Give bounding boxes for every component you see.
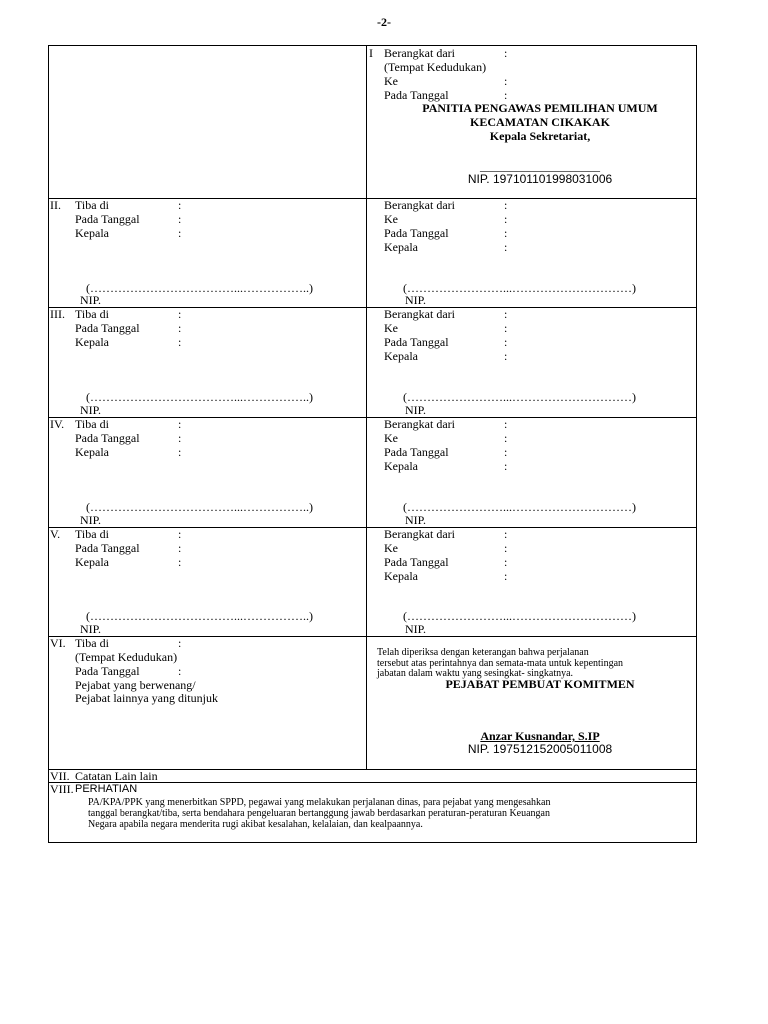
org-line2: KECAMATAN CIKAKAK xyxy=(470,115,610,129)
colon: : xyxy=(504,349,508,363)
row-divider xyxy=(48,307,697,308)
date-label: Pada Tanggal xyxy=(75,431,140,445)
arrive-label: Tiba di xyxy=(75,417,109,431)
domicile-label: (Tempat Kedudukan) xyxy=(75,650,178,664)
depart-from-label: Berangkat dari xyxy=(384,46,455,60)
date-label: Pada Tanggal xyxy=(75,212,140,226)
officer-name: Anzar Kusnandar, S.IP xyxy=(480,729,600,743)
row-divider xyxy=(48,198,697,199)
to-label: Ke xyxy=(384,321,398,335)
row-divider xyxy=(48,527,697,528)
colon: : xyxy=(504,431,508,445)
signature-dots: (……………………...…………………………) xyxy=(403,390,636,404)
signature-dots: (………………………………...……………..) xyxy=(86,390,313,404)
to-label: Ke xyxy=(384,431,398,445)
nip-label: NIP. xyxy=(405,293,427,307)
colon: : xyxy=(504,212,508,226)
colon: : xyxy=(504,88,508,102)
date-label: Pada Tanggal xyxy=(75,541,140,555)
colon: : xyxy=(504,417,508,431)
signature-dots: (………………………………...……………..) xyxy=(86,609,313,623)
section-roman: IV. xyxy=(50,417,65,431)
colon: : xyxy=(504,445,508,459)
head-label: Kepala xyxy=(384,569,418,583)
attention-text: tanggal berangkat/tiba, serta bendahara pengeluaran bertanggung jawab berdasarkan peraturan-peraturan Keuangan xyxy=(88,808,550,819)
colon: : xyxy=(178,417,182,431)
colon: : xyxy=(504,335,508,349)
signature-line: ____________________ xyxy=(480,159,600,173)
signature-dots: (……………………...…………………………) xyxy=(403,281,636,295)
attention-text: PA/KPA/PPK yang menerbitkan SPPD, pegawai yang melakukan perjalanan dinas, para pejabat yang mengesahkan xyxy=(88,797,551,808)
colon: : xyxy=(178,198,182,212)
position-title: Kepala Sekretariat, xyxy=(489,129,591,143)
section-roman: VI. xyxy=(50,636,66,650)
colon: : xyxy=(178,226,182,240)
attention-label: PERHATIAN xyxy=(75,783,138,795)
arrive-label: Tiba di xyxy=(75,307,109,321)
nip-label: NIP. xyxy=(405,513,427,527)
to-label: Ke xyxy=(384,74,398,88)
official-label: Pejabat yang berwenang/ xyxy=(75,678,196,692)
column-divider xyxy=(366,45,367,769)
colon: : xyxy=(504,226,508,240)
colon: : xyxy=(504,555,508,569)
nip-label: NIP. xyxy=(405,403,427,417)
colon: : xyxy=(178,527,182,541)
colon: : xyxy=(504,321,508,335)
other-official-label: Pejabat lainnya yang ditunjuk xyxy=(75,691,218,705)
colon: : xyxy=(178,307,182,321)
colon: : xyxy=(178,664,182,678)
section-roman: III. xyxy=(50,307,65,321)
nip-label: NIP. xyxy=(80,403,102,417)
arrive-label: Tiba di xyxy=(75,198,109,212)
verification-note: Telah diperiksa dengan keterangan bahwa perjalanan xyxy=(377,647,589,658)
nip-value: NIP. 197101101998031006 xyxy=(467,172,613,186)
section-roman: VII. xyxy=(50,769,70,783)
depart-from-label: Berangkat dari xyxy=(384,307,455,321)
colon: : xyxy=(178,445,182,459)
colon: : xyxy=(178,555,182,569)
signature-dots: (……………………...…………………………) xyxy=(403,609,636,623)
commitment-officer-title: PEJABAT PEMBUAT KOMITMEN xyxy=(445,677,635,691)
colon: : xyxy=(504,459,508,473)
verification-note: jabatan dalam waktu yang sesingkat- singkatnya. xyxy=(377,668,574,679)
colon: : xyxy=(178,541,182,555)
date-label: Pada Tanggal xyxy=(384,335,449,349)
colon: : xyxy=(504,569,508,583)
colon: : xyxy=(504,307,508,321)
depart-from-label: Berangkat dari xyxy=(384,417,455,431)
date-label: Pada Tanggal xyxy=(384,555,449,569)
row-divider xyxy=(48,417,697,418)
to-label: Ke xyxy=(384,212,398,226)
domicile-label: (Tempat Kedudukan) xyxy=(384,60,487,74)
attention-text: Negara apabila negara menderita rugi akibat kesalahan, kelalaian, dan kealpaannya. xyxy=(88,819,423,830)
colon: : xyxy=(504,541,508,555)
nip-label: NIP. xyxy=(80,513,102,527)
org-line1: PANITIA PENGAWAS PEMILIHAN UMUM xyxy=(422,101,658,115)
to-label: Ke xyxy=(384,541,398,555)
colon: : xyxy=(178,321,182,335)
signature-dots: (……………………...…………………………) xyxy=(403,500,636,514)
verification-note: tersebut atas perintahnya dan semata-mata untuk kepentingan xyxy=(377,658,624,669)
date-label: Pada Tanggal xyxy=(384,88,449,102)
head-label: Kepala xyxy=(75,226,109,240)
signature-dots: (………………………………...……………..) xyxy=(86,500,313,514)
colon: : xyxy=(178,335,182,349)
notes-label: Catatan Lain lain xyxy=(75,769,158,783)
date-label: Pada Tanggal xyxy=(75,321,140,335)
date-label: Pada Tanggal xyxy=(384,445,449,459)
date-label: Pada Tanggal xyxy=(75,664,140,678)
colon: : xyxy=(504,198,508,212)
colon: : xyxy=(178,636,182,650)
date-label: Pada Tanggal xyxy=(384,226,449,240)
arrive-label: Tiba di xyxy=(75,636,109,650)
section-roman: II. xyxy=(50,198,61,212)
section-roman: I xyxy=(369,46,373,60)
depart-from-label: Berangkat dari xyxy=(384,527,455,541)
nip-label: NIP. xyxy=(405,622,427,636)
officer-nip: NIP. 197512152005011008 xyxy=(467,742,613,756)
head-label: Kepala xyxy=(75,335,109,349)
arrive-label: Tiba di xyxy=(75,527,109,541)
head-label: Kepala xyxy=(384,459,418,473)
colon: : xyxy=(178,212,182,226)
section-roman: VIII. xyxy=(50,782,74,796)
signature-dots: (………………………………...……………..) xyxy=(86,281,313,295)
section-roman: V. xyxy=(50,527,61,541)
row-divider xyxy=(48,636,697,637)
colon: : xyxy=(504,46,508,60)
depart-from-label: Berangkat dari xyxy=(384,198,455,212)
head-label: Kepala xyxy=(75,445,109,459)
head-label: Kepala xyxy=(384,240,418,254)
head-label: Kepala xyxy=(384,349,418,363)
colon: : xyxy=(178,431,182,445)
colon: : xyxy=(504,74,508,88)
nip-label: NIP. xyxy=(80,293,102,307)
colon: : xyxy=(504,527,508,541)
colon: : xyxy=(504,240,508,254)
page-number: -2- xyxy=(377,15,391,29)
nip-label: NIP. xyxy=(80,622,102,636)
head-label: Kepala xyxy=(75,555,109,569)
